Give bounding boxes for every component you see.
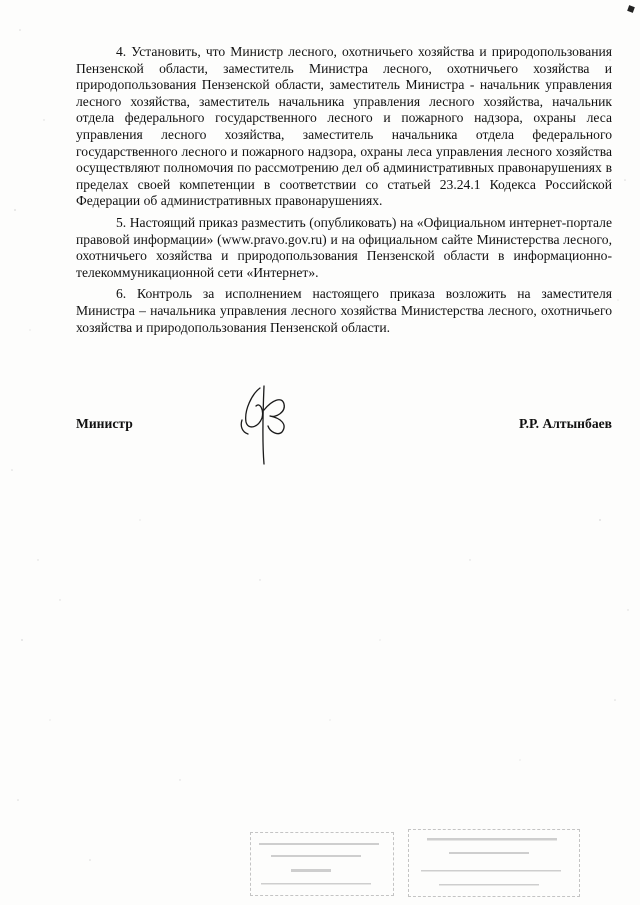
document-body (76, 44, 612, 341)
registration-stamp-left (250, 832, 394, 896)
signer-title: Министр (76, 416, 133, 431)
paragraph-5: 5. Настоящий приказ разместить (опубликовать) на «Официальном интернет-портале правовой информации» (www.pravo.gov.ru) и на официальном сайте Министерства лесного, охотничьего хозяйства и природопользования Пензенской области в информационно-телекоммуникационной сети «Интернет». (76, 214, 612, 280)
scan-corner-mark (627, 5, 635, 13)
paragraph-4: 4. Установить, что Министр лесного, охотничьего хозяйства и природопользования Пензенской области, заместитель Министра лесного, охотничьего хозяйства и природопользования Пензенской области, заместитель Министра - начальник управления лесного хозяйства, заместитель начальника управления лесного хозяйства, начальник отдела федерального государственного лесного и пожарного надзора, охраны леса управления лесного хозяйства, заместитель начальника отдела федерального государственного лесного и пожарного надзора, охраны леса управления лесного хозяйства осуществляют полномочия по рассмотрению дел об административных правонарушениях в пределах своей компетенции в соответствии со статьей 23.24.1 Кодекса Российской Федерации об административных правонарушениях. (76, 44, 612, 209)
registration-stamp-right (408, 829, 580, 897)
signer-name: Р.Р. Алтынбаев (519, 416, 612, 431)
paragraph-6: 6. Контроль за исполнением настоящего приказа возложить на заместителя Министра – начальника управления лесного хозяйства Министерства лесного, охотничьего хозяйства и природопользования Пензенской области. (76, 286, 612, 335)
signature-row (76, 414, 612, 436)
